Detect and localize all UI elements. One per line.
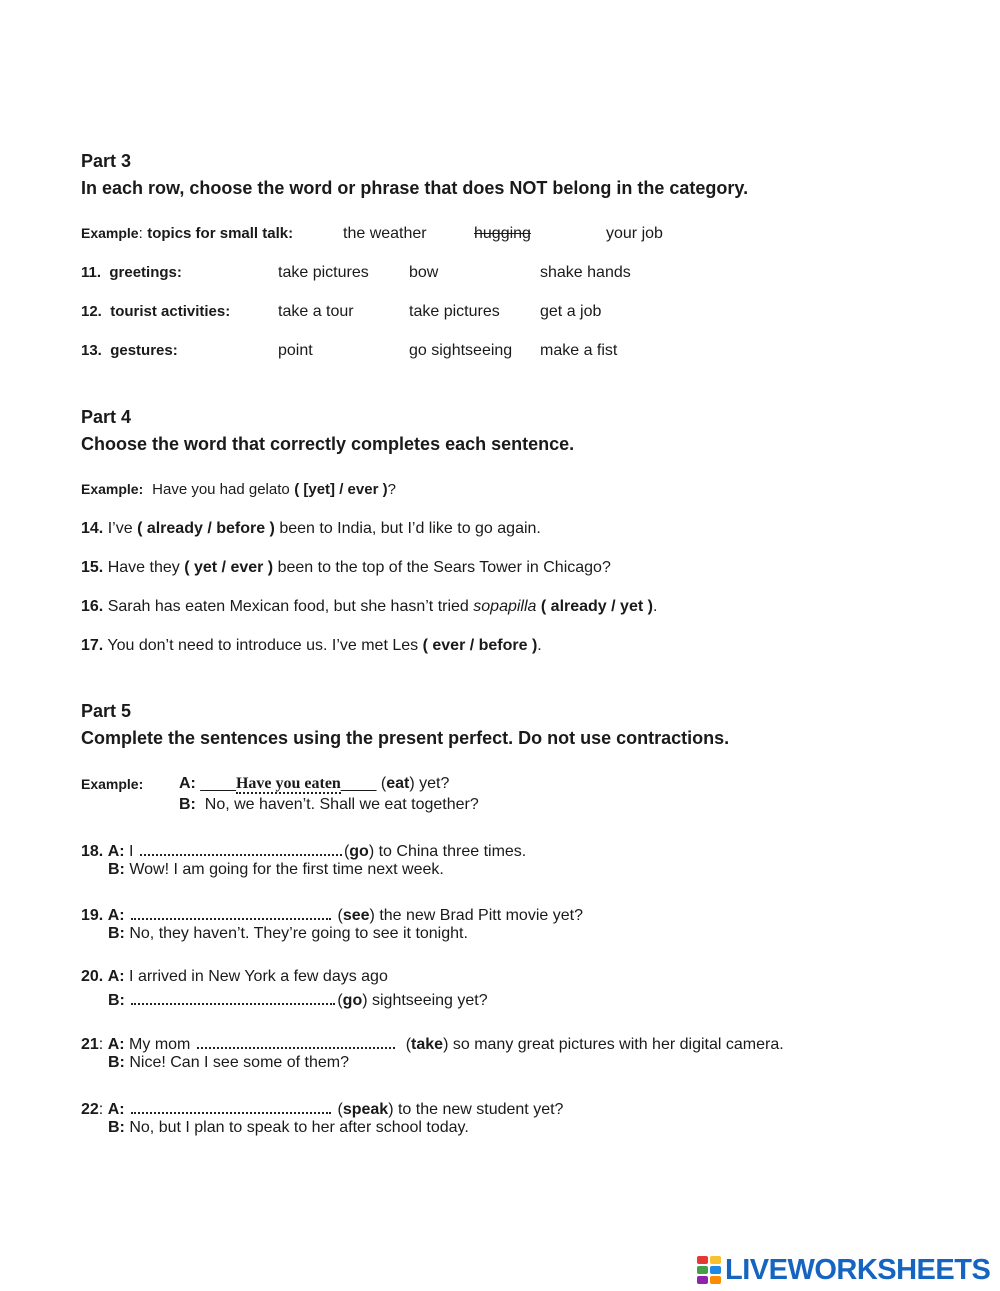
logo-block	[710, 1266, 721, 1274]
item-18-b: B: Wow! I am going for the first time next week.	[108, 861, 444, 878]
logo-block	[697, 1276, 708, 1284]
row-11-option-1[interactable]: take pictures	[278, 264, 369, 281]
item-18-answer-field[interactable]	[140, 840, 342, 856]
row-12-option-3[interactable]: get a job	[540, 303, 602, 320]
row-11-option-2[interactable]: bow	[409, 264, 439, 281]
row-13-category: 13. gestures:	[81, 342, 178, 359]
part5-instruction: Complete the sentences using the present perfect. Do not use contractions.	[81, 728, 730, 748]
logo-block	[710, 1276, 721, 1284]
part3-title: Part 3	[81, 151, 132, 171]
item-20-answer-field[interactable]	[131, 989, 335, 1005]
part4-example: Example: Have you had gelato ( [yet] / ever )?	[81, 481, 396, 498]
item-22-a: 22: A: (speak) to the new student yet?	[81, 1098, 563, 1119]
liveworksheets-logo	[697, 1253, 990, 1287]
item-19-a: 19. A: (see) the new Brad Pitt movie yet?	[81, 904, 583, 925]
row-11-category: 11. greetings:	[81, 264, 182, 281]
part5-title: Part 5	[81, 701, 132, 721]
row-13-option-2[interactable]: go sightseeing	[409, 342, 513, 359]
row-12-option-2[interactable]: take pictures	[409, 303, 500, 320]
logo-blocks-icon	[697, 1256, 721, 1284]
item-21-a: 21: A: My mom (take) so many great pictures with her digital camera.	[81, 1033, 784, 1054]
item-20-a: 20. A: I arrived in New York a few days ago	[81, 968, 388, 985]
logo-block	[710, 1256, 721, 1264]
item-16-choice[interactable]: ( already / yet )	[540, 598, 653, 615]
part5-example-label: Example:	[81, 776, 144, 792]
item-21-answer-field[interactable]	[197, 1033, 395, 1049]
item-16: 16. Sarah has eaten Mexican food, but she hasn’t tried sopapilla ( already / yet ).	[81, 598, 658, 615]
row-13-option-1[interactable]: point	[278, 342, 313, 359]
item-14-choice[interactable]: ( already / before )	[137, 520, 275, 537]
item-22-b: B: No, but I plan to speak to her after school today.	[108, 1119, 469, 1136]
item-22-answer-field[interactable]	[131, 1098, 331, 1114]
part5-example-answer: Have you eaten	[235, 775, 341, 792]
row-11-option-3[interactable]: shake hands	[540, 264, 631, 281]
item-17-choice[interactable]: ( ever / before )	[422, 637, 538, 654]
item-15-choice[interactable]: ( yet / ever )	[184, 559, 274, 576]
item-21-b: B: Nice! Can I see some of them?	[108, 1054, 349, 1071]
part3-example-option-3: your job	[606, 225, 663, 242]
logo-text: LIVEWORKSHEETS	[725, 1253, 991, 1286]
part5-example-a: A: ____Have you eaten____ (eat) yet?	[179, 775, 450, 792]
part3-example-label: Example: topics for small talk:	[81, 225, 294, 242]
logo-block	[697, 1266, 708, 1274]
item-19-answer-field[interactable]	[131, 904, 331, 920]
part3-example-option-1: the weather	[343, 225, 427, 242]
row-13-option-3[interactable]: make a fist	[540, 342, 618, 359]
item-20-b: B: (go) sightseeing yet?	[108, 989, 488, 1010]
row-12-option-1[interactable]: take a tour	[278, 303, 354, 320]
item-18-a: 18. A: I (go) to China three times.	[81, 840, 526, 861]
part3-example-category: topics for small talk:	[147, 225, 294, 242]
item-19-b: B: No, they haven’t. They’re going to see it tonight.	[108, 925, 468, 942]
part3-instruction: In each row, choose the word or phrase that does NOT belong in the category.	[81, 178, 749, 198]
logo-block	[697, 1256, 708, 1264]
part4-title: Part 4	[81, 407, 132, 427]
part3-example-option-2: hugging	[474, 225, 531, 242]
item-15: 15. Have they ( yet / ever ) been to the top of the Sears Tower in Chicago?	[81, 559, 611, 576]
part5-example-b: B: No, we haven’t. Shall we eat together?	[179, 796, 479, 813]
part4-instruction: Choose the word that correctly completes each sentence.	[81, 434, 575, 454]
row-12-category: 12. tourist activities:	[81, 303, 231, 320]
item-14: 14. I’ve ( already / before ) been to India, but I’d like to go again.	[81, 520, 541, 537]
item-17: 17. You don’t need to introduce us. I’ve met Les ( ever / before ).	[81, 637, 542, 654]
